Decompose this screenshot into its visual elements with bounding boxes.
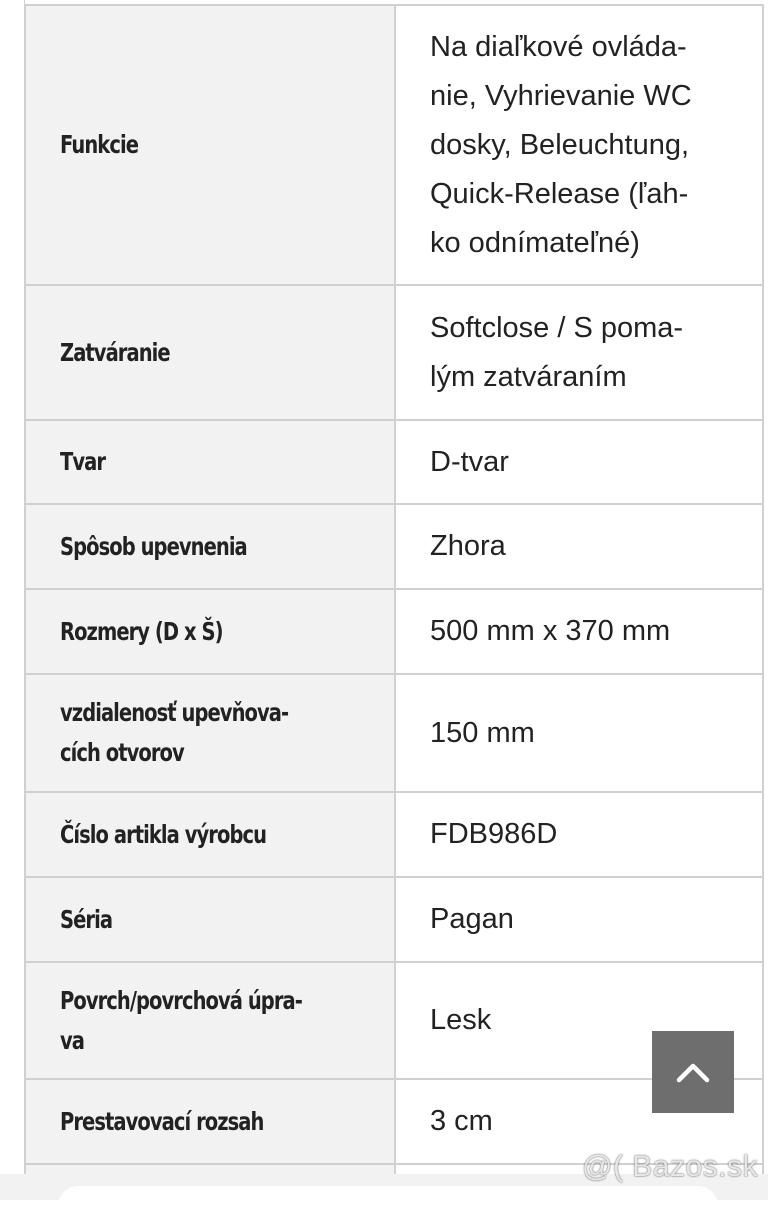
watermark: @( Bazos.sk [582, 1150, 758, 1183]
spec-label: Prestavovací rozsah [60, 1106, 264, 1136]
spec-table [24, 4, 764, 1185]
spec-label-cell [25, 285, 395, 420]
table-row [25, 877, 763, 962]
table-row [25, 420, 763, 504]
spec-label: Rozmery (D x Š) [60, 616, 223, 646]
spec-label: Séria [60, 904, 113, 934]
table-row [25, 674, 763, 792]
spec-label-cell [25, 420, 395, 504]
table-row [25, 504, 763, 589]
spec-label-cell [25, 674, 395, 792]
spec-value: 500 mm x 370 mm [395, 589, 763, 674]
left-gutter [0, 0, 25, 1174]
spec-label: Číslo artikla výrobcu [60, 819, 267, 849]
spec-label: Zatváranie [60, 337, 170, 367]
spec-label-cell [25, 5, 395, 285]
spec-value: Zhora [395, 504, 763, 589]
chevron-up-icon [675, 1061, 711, 1083]
spec-label-cell [25, 792, 395, 877]
spec-label: vzdialenosť upevňova- cích otvorov [60, 698, 289, 767]
spec-value: Pagan [395, 877, 763, 962]
spec-label: Funkcie [60, 130, 138, 159]
spec-label: Spôsob upevnenia [60, 531, 247, 561]
table-row [25, 589, 763, 674]
scroll-to-top-button[interactable] [652, 1031, 734, 1113]
spec-label: Povrch/povrchová úpra- va [60, 985, 302, 1055]
spec-value: Lesk [395, 962, 763, 1079]
spec-value: 3 cm [395, 1079, 763, 1164]
table-row [25, 285, 763, 420]
table-row [25, 5, 763, 285]
spec-label-cell [25, 1079, 395, 1164]
table-row [25, 792, 763, 877]
spec-label: Tvar [60, 447, 106, 476]
spec-label-cell [25, 877, 395, 962]
spec-value: Na diaľkové ovláda- nie, Vyhrievanie WC dosky, Beleuchtung, Quick-Release (ľah- ko odnímateľné) [395, 5, 763, 285]
spec-value: FDB986D [395, 792, 763, 877]
spec-value: D-tvar [395, 420, 763, 504]
spec-value: 150 mm [395, 674, 763, 792]
spec-label-cell [25, 962, 395, 1079]
spec-label-cell [25, 504, 395, 589]
bottom-input-pill[interactable] [58, 1186, 718, 1226]
spec-value: Softclose / S poma- lým zatváraním [395, 285, 763, 420]
spec-label-cell [25, 589, 395, 674]
